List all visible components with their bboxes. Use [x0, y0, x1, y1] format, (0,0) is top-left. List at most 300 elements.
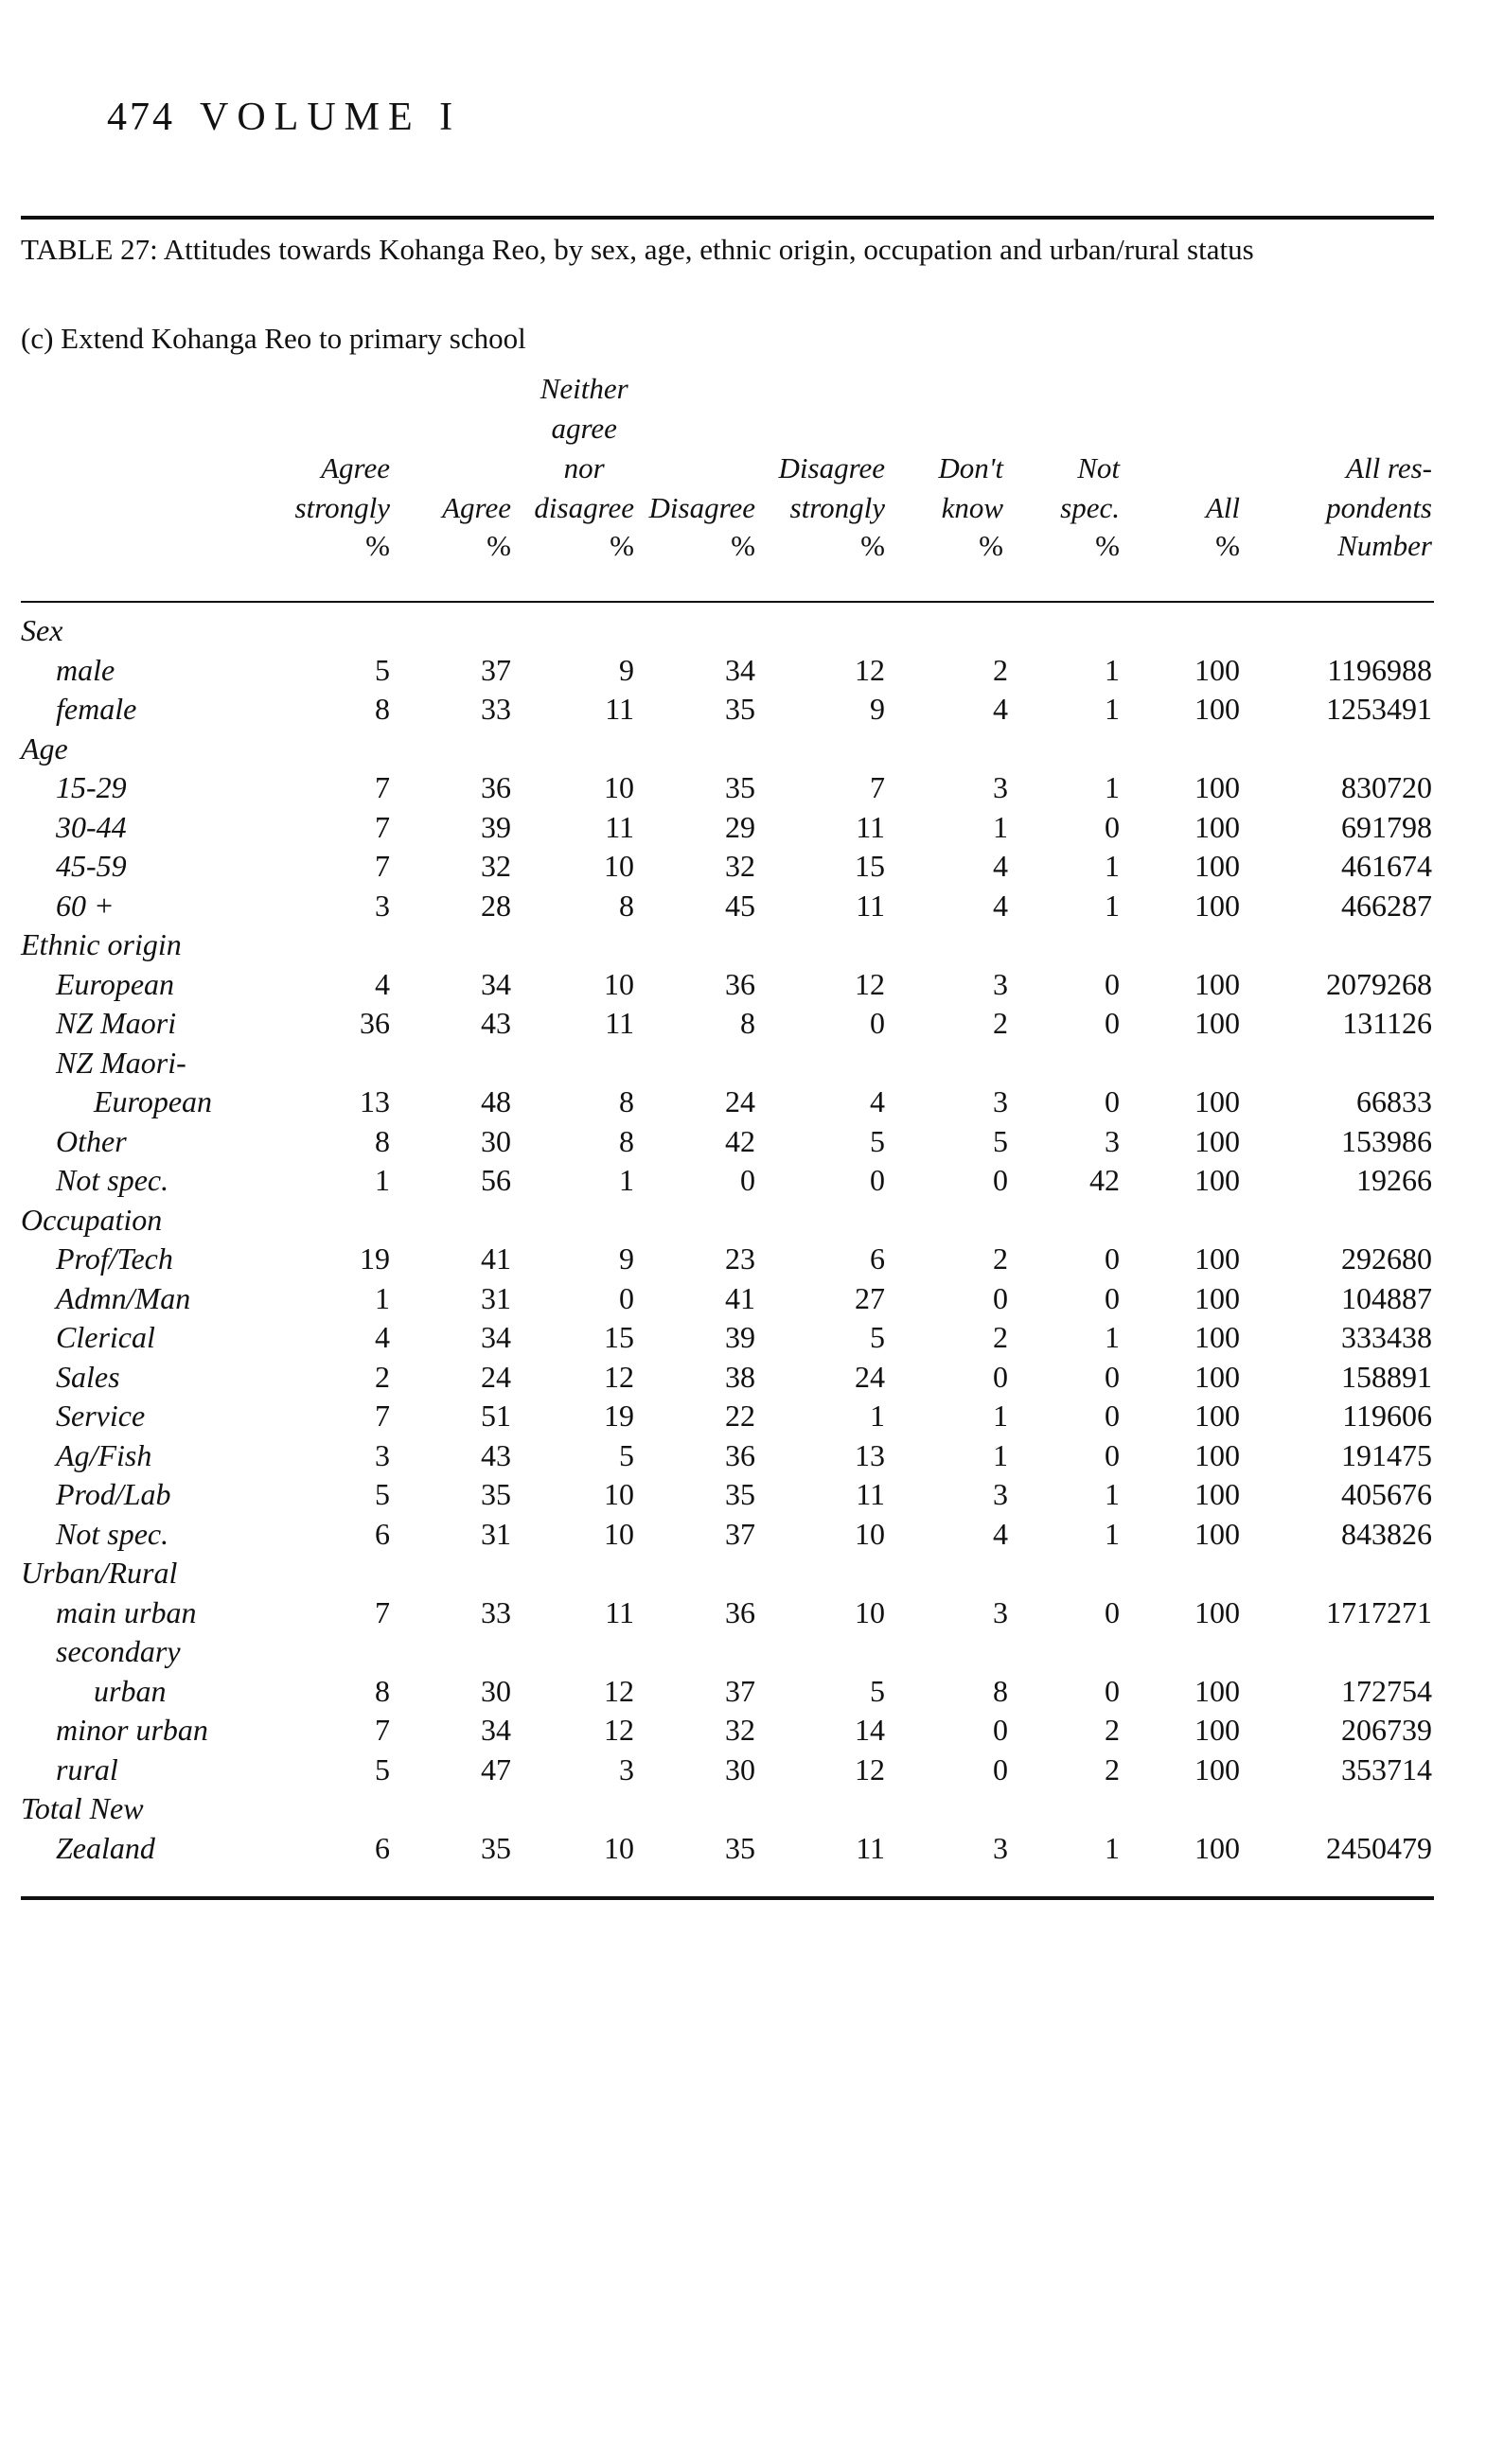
table-cell: 37	[481, 652, 511, 687]
column-header-line: nor	[563, 451, 605, 484]
table-body	[21, 611, 1434, 1868]
table-cell: 34	[725, 652, 755, 687]
column-unit: %	[1215, 529, 1240, 562]
table-cell: 13	[855, 1437, 885, 1472]
table-cell: 691798	[1341, 809, 1432, 844]
table-cell: 100	[1194, 1399, 1240, 1433]
table-cell: 8	[993, 1673, 1008, 1708]
table-cell: 30	[481, 1123, 511, 1158]
table-cell: 461674	[1341, 849, 1432, 883]
table-cell: 0	[619, 1280, 634, 1315]
table-cell: 39	[481, 809, 511, 844]
page-header	[107, 95, 461, 140]
table-cell: 8	[619, 1123, 634, 1158]
table-cell: 36	[725, 1437, 755, 1472]
table-row	[21, 1082, 1434, 1122]
table-row	[21, 887, 1434, 926]
table-cell: 3	[993, 1477, 1008, 1511]
table-cell: 100	[1194, 1084, 1240, 1118]
table-cell: 5	[870, 1320, 885, 1354]
table-cell: 35	[481, 1830, 511, 1865]
table-cell: 100	[1194, 1320, 1240, 1354]
table-cell: 119606	[1342, 1399, 1432, 1433]
header-rule	[21, 601, 1434, 603]
table-cell: 0	[1105, 966, 1120, 1001]
table-cell: 10	[604, 849, 634, 883]
table-cell: 42	[725, 1123, 755, 1158]
table-cell: 100	[1194, 1006, 1240, 1040]
table-cell: 7	[375, 849, 390, 883]
table-cell: 0	[1105, 1084, 1120, 1118]
column-unit: %	[979, 529, 1003, 562]
table-cell: 3	[375, 1437, 390, 1472]
table-cell: 10	[604, 770, 634, 804]
table-cell: 36	[725, 1594, 755, 1629]
table-row	[21, 1044, 1434, 1083]
table-cell: 100	[1194, 888, 1240, 923]
table-cell: 100	[1194, 1280, 1240, 1315]
table-cell: 35	[725, 1477, 755, 1511]
table-row	[21, 651, 1434, 691]
table-cell: 405676	[1341, 1477, 1432, 1511]
table-cell: 2	[1105, 1713, 1120, 1747]
table-cell: 4	[993, 888, 1008, 923]
table-cell: 153986	[1341, 1123, 1432, 1158]
table-cell: 47	[481, 1751, 511, 1786]
table-cell: 66833	[1356, 1084, 1432, 1118]
column-header-line: Neither	[540, 372, 628, 405]
column-header	[938, 449, 1003, 528]
table-cell: 0	[870, 1163, 885, 1197]
table-cell: 100	[1194, 849, 1240, 883]
table-cell: 3	[993, 770, 1008, 804]
table-cell: 0	[1105, 1241, 1120, 1276]
table-title: TABLE 27: Attitudes towards Kohanga Reo, by sex, age, ethnic origin, occupation and urban/rural status	[21, 233, 1254, 266]
row-label: female	[56, 692, 137, 726]
table-cell: 830720	[1341, 770, 1432, 804]
table-cell: 12	[855, 652, 885, 687]
table-cell: 19	[604, 1399, 634, 1433]
row-label: minor urban	[56, 1713, 208, 1747]
table-cell: 38	[725, 1359, 755, 1394]
table-cell: 3	[993, 1084, 1008, 1118]
table-cell: 45	[725, 888, 755, 923]
table-cell: 35	[725, 692, 755, 726]
table-cell: 34	[481, 966, 511, 1001]
table-cell: 12	[855, 1751, 885, 1786]
table-subtitle: (c) Extend Kohanga Reo to primary school	[21, 322, 526, 355]
table-cell: 7	[870, 770, 885, 804]
column-unit: Number	[1337, 529, 1432, 562]
table-cell: 100	[1194, 1163, 1240, 1197]
table-cell: 35	[725, 1830, 755, 1865]
table-cell: 32	[481, 849, 511, 883]
table-cell: 36	[481, 770, 511, 804]
table-cell: 39	[725, 1320, 755, 1354]
table-cell: 15	[604, 1320, 634, 1354]
table-row	[21, 1201, 1434, 1241]
table-cell: 36	[725, 966, 755, 1001]
table-cell: 56	[481, 1163, 511, 1197]
table-cell: 1	[1105, 888, 1120, 923]
table-row	[21, 1240, 1434, 1279]
table-cell: 11	[605, 809, 634, 844]
row-label: Total New	[21, 1791, 144, 1825]
table-cell: 10	[604, 1477, 634, 1511]
column-header-line: strongly	[789, 491, 885, 524]
column-header-line: All	[1205, 491, 1240, 524]
row-label: Age	[21, 730, 68, 766]
table-cell: 2079268	[1326, 966, 1432, 1001]
table-cell: 0	[993, 1163, 1008, 1197]
table-cell: 13	[360, 1084, 390, 1118]
table-cell: 35	[725, 770, 755, 804]
table-cell: 8	[375, 1123, 390, 1158]
table-cell: 51	[481, 1399, 511, 1433]
row-label: Ag/Fish	[56, 1437, 152, 1472]
table-cell: 843826	[1341, 1516, 1432, 1551]
table-cell: 3	[993, 966, 1008, 1001]
table-row	[21, 847, 1434, 887]
table-cell: 0	[1105, 1280, 1120, 1315]
table-row	[21, 808, 1434, 848]
row-label: Clerical	[56, 1320, 155, 1354]
table-cell: 29	[725, 809, 755, 844]
table-cell: 12	[855, 966, 885, 1001]
table-cell: 7	[375, 770, 390, 804]
table-cell: 6	[870, 1241, 885, 1276]
table-cell: 7	[375, 1713, 390, 1747]
table-cell: 100	[1194, 1516, 1240, 1551]
table-cell: 7	[375, 1594, 390, 1629]
table-cell: 131126	[1342, 1006, 1432, 1040]
table-cell: 6	[375, 1830, 390, 1865]
table-cell: 5	[870, 1673, 885, 1708]
table-cell: 100	[1194, 1751, 1240, 1786]
column-header	[534, 369, 634, 528]
table-cell: 4	[993, 1516, 1008, 1551]
table-cell: 1	[375, 1163, 390, 1197]
table-cell: 3	[375, 888, 390, 923]
table-cell: 28	[481, 888, 511, 923]
table-row	[21, 1161, 1434, 1201]
table-cell: 33	[481, 692, 511, 726]
table-cell: 12	[604, 1673, 634, 1708]
table-cell: 8	[619, 888, 634, 923]
table-cell: 1717271	[1326, 1594, 1432, 1629]
table-row	[21, 1554, 1434, 1593]
column-unit: %	[860, 529, 885, 562]
table-cell: 104887	[1341, 1280, 1432, 1315]
column-header-line: spec.	[1060, 491, 1120, 524]
table-cell: 15	[855, 849, 885, 883]
table-cell: 42	[1089, 1163, 1120, 1197]
table-cell: 1	[1105, 849, 1120, 883]
table-cell: 36	[360, 1006, 390, 1040]
row-label: secondary	[56, 1634, 181, 1668]
table-cell: 9	[870, 692, 885, 726]
column-header-line: All res-	[1346, 451, 1432, 484]
column-header	[1060, 449, 1120, 528]
table-cell: 0	[870, 1006, 885, 1040]
row-label: Sales	[56, 1359, 120, 1394]
table-cell: 0	[1105, 1594, 1120, 1629]
column-header-line: Agree	[321, 451, 390, 484]
table-cell: 1	[619, 1163, 634, 1197]
table-cell: 3	[619, 1751, 634, 1786]
table-cell: 1	[1105, 1320, 1120, 1354]
row-label: urban	[94, 1673, 167, 1708]
table-cell: 31	[481, 1516, 511, 1551]
row-label: Not spec.	[56, 1163, 169, 1197]
table-cell: 3	[993, 1594, 1008, 1629]
table-cell: 172754	[1341, 1673, 1432, 1708]
column-header-line: pondents	[1326, 491, 1432, 524]
table-cell: 8	[375, 1673, 390, 1708]
table-cell: 100	[1194, 770, 1240, 804]
table-row	[21, 611, 1434, 651]
table-cell: 11	[605, 1006, 634, 1040]
row-label: Urban/Rural	[21, 1556, 178, 1590]
table-cell: 2	[993, 1241, 1008, 1276]
table-cell: 11	[856, 809, 885, 844]
table-cell: 37	[725, 1673, 755, 1708]
table-cell: 2	[993, 1320, 1008, 1354]
table-row	[21, 1829, 1434, 1869]
table-cell: 24	[725, 1084, 755, 1118]
column-unit: %	[610, 529, 634, 562]
table-cell: 5	[375, 1751, 390, 1786]
table-bottom-rule	[21, 1896, 1434, 1900]
table-cell: 1	[1105, 1477, 1120, 1511]
column-header-line: Disagree	[648, 491, 755, 524]
table-cell: 466287	[1341, 888, 1432, 923]
table-cell: 100	[1194, 1437, 1240, 1472]
table-cell: 5	[375, 652, 390, 687]
table-row	[21, 690, 1434, 730]
table-cell: 19266	[1356, 1163, 1432, 1197]
table-cell: 353714	[1341, 1751, 1432, 1786]
table-cell: 2	[375, 1359, 390, 1394]
table-cell: 100	[1194, 1713, 1240, 1747]
table-cell: 100	[1194, 809, 1240, 844]
column-header-line: Disagree	[778, 451, 885, 484]
row-label: main urban	[56, 1594, 197, 1629]
table-cell: 7	[375, 1399, 390, 1433]
table-cell: 158891	[1341, 1359, 1432, 1394]
row-label: rural	[56, 1751, 118, 1786]
table-cell: 0	[1105, 809, 1120, 844]
row-label: Admn/Man	[56, 1280, 191, 1315]
table-row	[21, 730, 1434, 769]
table-row	[21, 1593, 1434, 1633]
row-label: 30-44	[56, 809, 127, 844]
table-cell: 1	[993, 1437, 1008, 1472]
table-cell: 206739	[1341, 1713, 1432, 1747]
table-cell: 48	[481, 1084, 511, 1118]
column-unit: %	[487, 529, 511, 562]
table-cell: 41	[725, 1280, 755, 1315]
table-row	[21, 1318, 1434, 1358]
table-cell: 2450479	[1326, 1830, 1432, 1865]
table-row	[21, 1475, 1434, 1515]
row-label: Service	[56, 1399, 146, 1433]
table-cell: 5	[619, 1437, 634, 1472]
table-cell: 100	[1194, 692, 1240, 726]
row-label: Prod/Lab	[56, 1477, 171, 1511]
table-cell: 27	[855, 1280, 885, 1315]
row-label: Prof/Tech	[56, 1241, 173, 1276]
table-cell: 34	[481, 1320, 511, 1354]
table-cell: 35	[481, 1477, 511, 1511]
table-cell: 1	[870, 1399, 885, 1433]
table-cell: 10	[604, 1516, 634, 1551]
table-cell: 0	[1105, 1359, 1120, 1394]
table-cell: 1	[1105, 1830, 1120, 1865]
table-cell: 8	[740, 1006, 755, 1040]
table-cell: 12	[604, 1713, 634, 1747]
table-cell: 9	[619, 1241, 634, 1276]
table-cell: 43	[481, 1437, 511, 1472]
table-cell: 7	[375, 809, 390, 844]
column-header	[1206, 488, 1240, 528]
table-cell: 5	[993, 1123, 1008, 1158]
table-cell: 6	[375, 1516, 390, 1551]
table-cell: 0	[993, 1280, 1008, 1315]
table-cell: 333438	[1341, 1320, 1432, 1354]
table-cell: 31	[481, 1280, 511, 1315]
column-unit: %	[365, 529, 390, 562]
table-row	[21, 1004, 1434, 1044]
table-cell: 41	[481, 1241, 511, 1276]
table-cell: 11	[605, 692, 634, 726]
table-cell: 0	[1105, 1399, 1120, 1433]
column-header	[295, 449, 390, 528]
table-cell: 100	[1194, 1359, 1240, 1394]
row-label: Other	[56, 1123, 127, 1158]
table-row	[21, 1436, 1434, 1476]
table-cell: 2	[1105, 1751, 1120, 1786]
table-cell: 14	[855, 1713, 885, 1747]
page-number: 474	[107, 96, 175, 139]
column-header-line: agree	[551, 412, 617, 445]
table-cell: 4	[375, 966, 390, 1001]
table-cell: 1196988	[1327, 652, 1432, 687]
table-cell: 22	[725, 1399, 755, 1433]
table-cell: 4	[993, 849, 1008, 883]
table-top-rule	[21, 216, 1434, 220]
row-label: NZ Maori	[56, 1006, 177, 1040]
table-cell: 0	[740, 1163, 755, 1197]
table-cell: 100	[1194, 1123, 1240, 1158]
table-cell: 8	[375, 692, 390, 726]
table-cell: 32	[725, 1713, 755, 1747]
table-cell: 2	[993, 1006, 1008, 1040]
row-label: 60 +	[56, 888, 115, 923]
column-header-line: know	[941, 491, 1003, 524]
row-label: 45-59	[56, 849, 127, 883]
table-cell: 11	[605, 1594, 634, 1629]
column-header-line: Don't	[938, 451, 1003, 484]
table-cell: 1	[1105, 770, 1120, 804]
volume-label: VOLUME I	[200, 96, 462, 139]
table-cell: 10	[604, 966, 634, 1001]
table-cell: 4	[375, 1320, 390, 1354]
table-cell: 0	[1105, 1673, 1120, 1708]
table-cell: 3	[993, 1830, 1008, 1865]
table-cell: 0	[1105, 1437, 1120, 1472]
table-cell: 100	[1194, 1477, 1240, 1511]
table-cell: 10	[855, 1594, 885, 1629]
table-cell: 100	[1194, 1830, 1240, 1865]
column-header	[442, 488, 511, 528]
table-cell: 8	[619, 1084, 634, 1118]
column-header-line: Agree	[442, 491, 511, 524]
table-row	[21, 1279, 1434, 1319]
table-cell: 4	[993, 692, 1008, 726]
row-label: European	[56, 966, 175, 1001]
table-row	[21, 1358, 1434, 1398]
table-row	[21, 1515, 1434, 1555]
table-cell: 100	[1194, 1241, 1240, 1276]
row-label: Not spec.	[56, 1516, 169, 1551]
table-cell: 30	[725, 1751, 755, 1786]
row-label: Occupation	[21, 1202, 163, 1237]
table-cell: 292680	[1341, 1241, 1432, 1276]
table-cell: 0	[993, 1751, 1008, 1786]
table-cell: 4	[870, 1084, 885, 1118]
table-cell: 1	[375, 1280, 390, 1315]
table-cell: 11	[856, 888, 885, 923]
table-cell: 33	[481, 1594, 511, 1629]
row-label: Zealand	[56, 1830, 155, 1865]
table-cell: 19	[360, 1241, 390, 1276]
table-cell: 1	[993, 1399, 1008, 1433]
row-label: NZ Maori-	[56, 1045, 186, 1080]
row-label: Sex	[21, 613, 63, 647]
table-cell: 100	[1194, 652, 1240, 687]
table-cell: 5	[870, 1123, 885, 1158]
column-header-line: Not	[1077, 451, 1120, 484]
table-cell: 100	[1194, 1673, 1240, 1708]
row-label: male	[56, 652, 115, 687]
table-row	[21, 1789, 1434, 1829]
row-label: 15-29	[56, 770, 127, 804]
table-cell: 37	[725, 1516, 755, 1551]
table-cell: 11	[856, 1477, 885, 1511]
column-header	[649, 488, 756, 528]
table-cell: 30	[481, 1673, 511, 1708]
table-row	[21, 1672, 1434, 1712]
table-row	[21, 1751, 1434, 1790]
table-cell: 24	[855, 1359, 885, 1394]
table-row	[21, 965, 1434, 1005]
column-header	[1326, 449, 1432, 528]
table-cell: 10	[855, 1516, 885, 1551]
table-row	[21, 1397, 1434, 1436]
table-cell: 1	[1105, 1516, 1120, 1551]
row-label: European	[94, 1084, 213, 1118]
table-row	[21, 1122, 1434, 1162]
table-cell: 0	[993, 1359, 1008, 1394]
table-cell: 100	[1194, 1594, 1240, 1629]
table-cell: 5	[375, 1477, 390, 1511]
table-cell: 43	[481, 1006, 511, 1040]
table-cell: 10	[604, 1830, 634, 1865]
table-cell: 100	[1194, 966, 1240, 1001]
table-cell: 3	[1105, 1123, 1120, 1158]
column-unit: %	[1095, 529, 1120, 562]
